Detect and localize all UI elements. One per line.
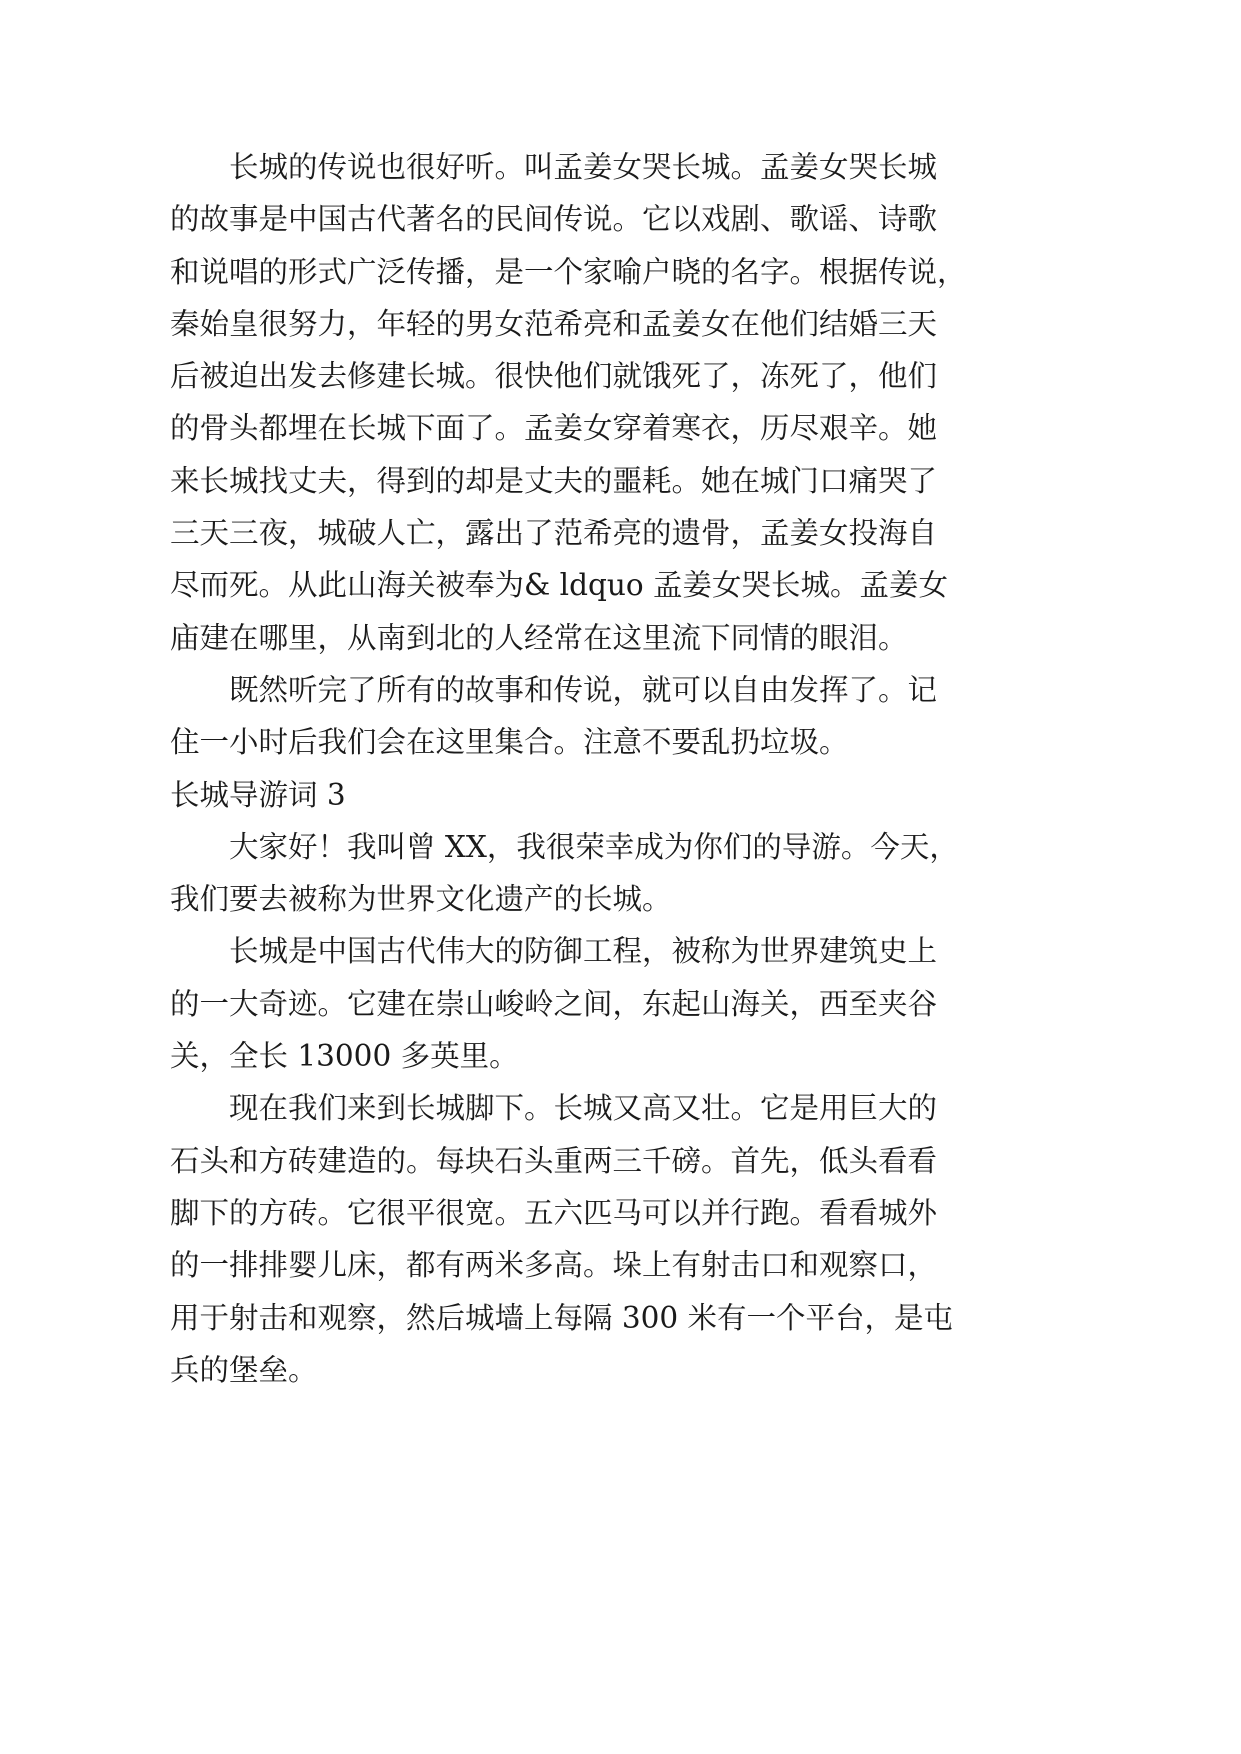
text-line: 住一小时后我们会在这里集合。注意不要乱扔垃圾。 (170, 725, 849, 760)
text-line: 石头和方砖建造的。每块石头重两三千磅。首先，低头看看 (170, 1143, 938, 1178)
text-line: 关，全长 13000 多英里。 (170, 1039, 519, 1074)
text-line: 长城是中国古代伟大的防御工程，被称为世界建筑史上 (229, 934, 938, 969)
text-line: 的一排排婴儿床，都有两米多高。垛上有射击口和观察口， (170, 1248, 938, 1283)
document-body (170, 141, 1070, 1396)
paragraph (170, 1082, 1070, 1396)
text-line: 尽而死。从此山海关被奉为& ldquo 孟姜女哭长城。孟姜女 (170, 568, 948, 603)
text-line: 后被迫出发去修建长城。很快他们就饿死了，冻死了，他们 (170, 359, 938, 394)
text-line: 大家好！我叫曾 XX，我很荣幸成为你们的导游。今天， (229, 829, 959, 864)
text-line: 来长城找丈夫，得到的却是丈夫的噩耗。她在城门口痛哭了 (170, 463, 938, 498)
section-heading: 长城导游词 3 (170, 777, 346, 812)
text-line: 脚下的方砖。它很平很宽。五六匹马可以并行跑。看看城外 (170, 1195, 938, 1230)
paragraph (170, 821, 1070, 926)
paragraph (170, 664, 1070, 769)
paragraph (170, 141, 1070, 664)
text-line: 的故事是中国古代著名的民间传说。它以戏剧、歌谣、诗歌 (170, 202, 938, 237)
text-line: 用于射击和观察，然后城墙上每隔 300 米有一个平台，是屯 (170, 1300, 954, 1335)
text-line: 三天三夜，城破人亡，露出了范希亮的遗骨，孟姜女投海自 (170, 516, 938, 551)
text-line: 的一大奇迹。它建在崇山峻岭之间，东起山海关，西至夹谷 (170, 986, 938, 1021)
text-line: 的骨头都埋在长城下面了。孟姜女穿着寒衣，历尽艰辛。她 (170, 411, 938, 446)
text-line: 兵的堡垒。 (170, 1352, 318, 1387)
text-line: 我们要去被称为世界文化遗产的长城。 (170, 882, 672, 917)
text-line: 现在我们来到长城脚下。长城又高又壮。它是用巨大的 (229, 1091, 938, 1126)
text-line: 庙建在哪里，从南到北的人经常在这里流下同情的眼泪。 (170, 620, 908, 655)
paragraph (170, 925, 1070, 1082)
text-line: 和说唱的形式广泛传播，是一个家喻户晓的名字。根据传说， (170, 254, 967, 289)
text-line: 秦始皇很努力，年轻的男女范希亮和孟姜女在他们结婚三天 (170, 306, 938, 341)
text-line: 既然听完了所有的故事和传说，就可以自由发挥了。记 (229, 672, 938, 707)
text-line: 长城的传说也很好听。叫孟姜女哭长城。孟姜女哭长城 (229, 150, 938, 184)
